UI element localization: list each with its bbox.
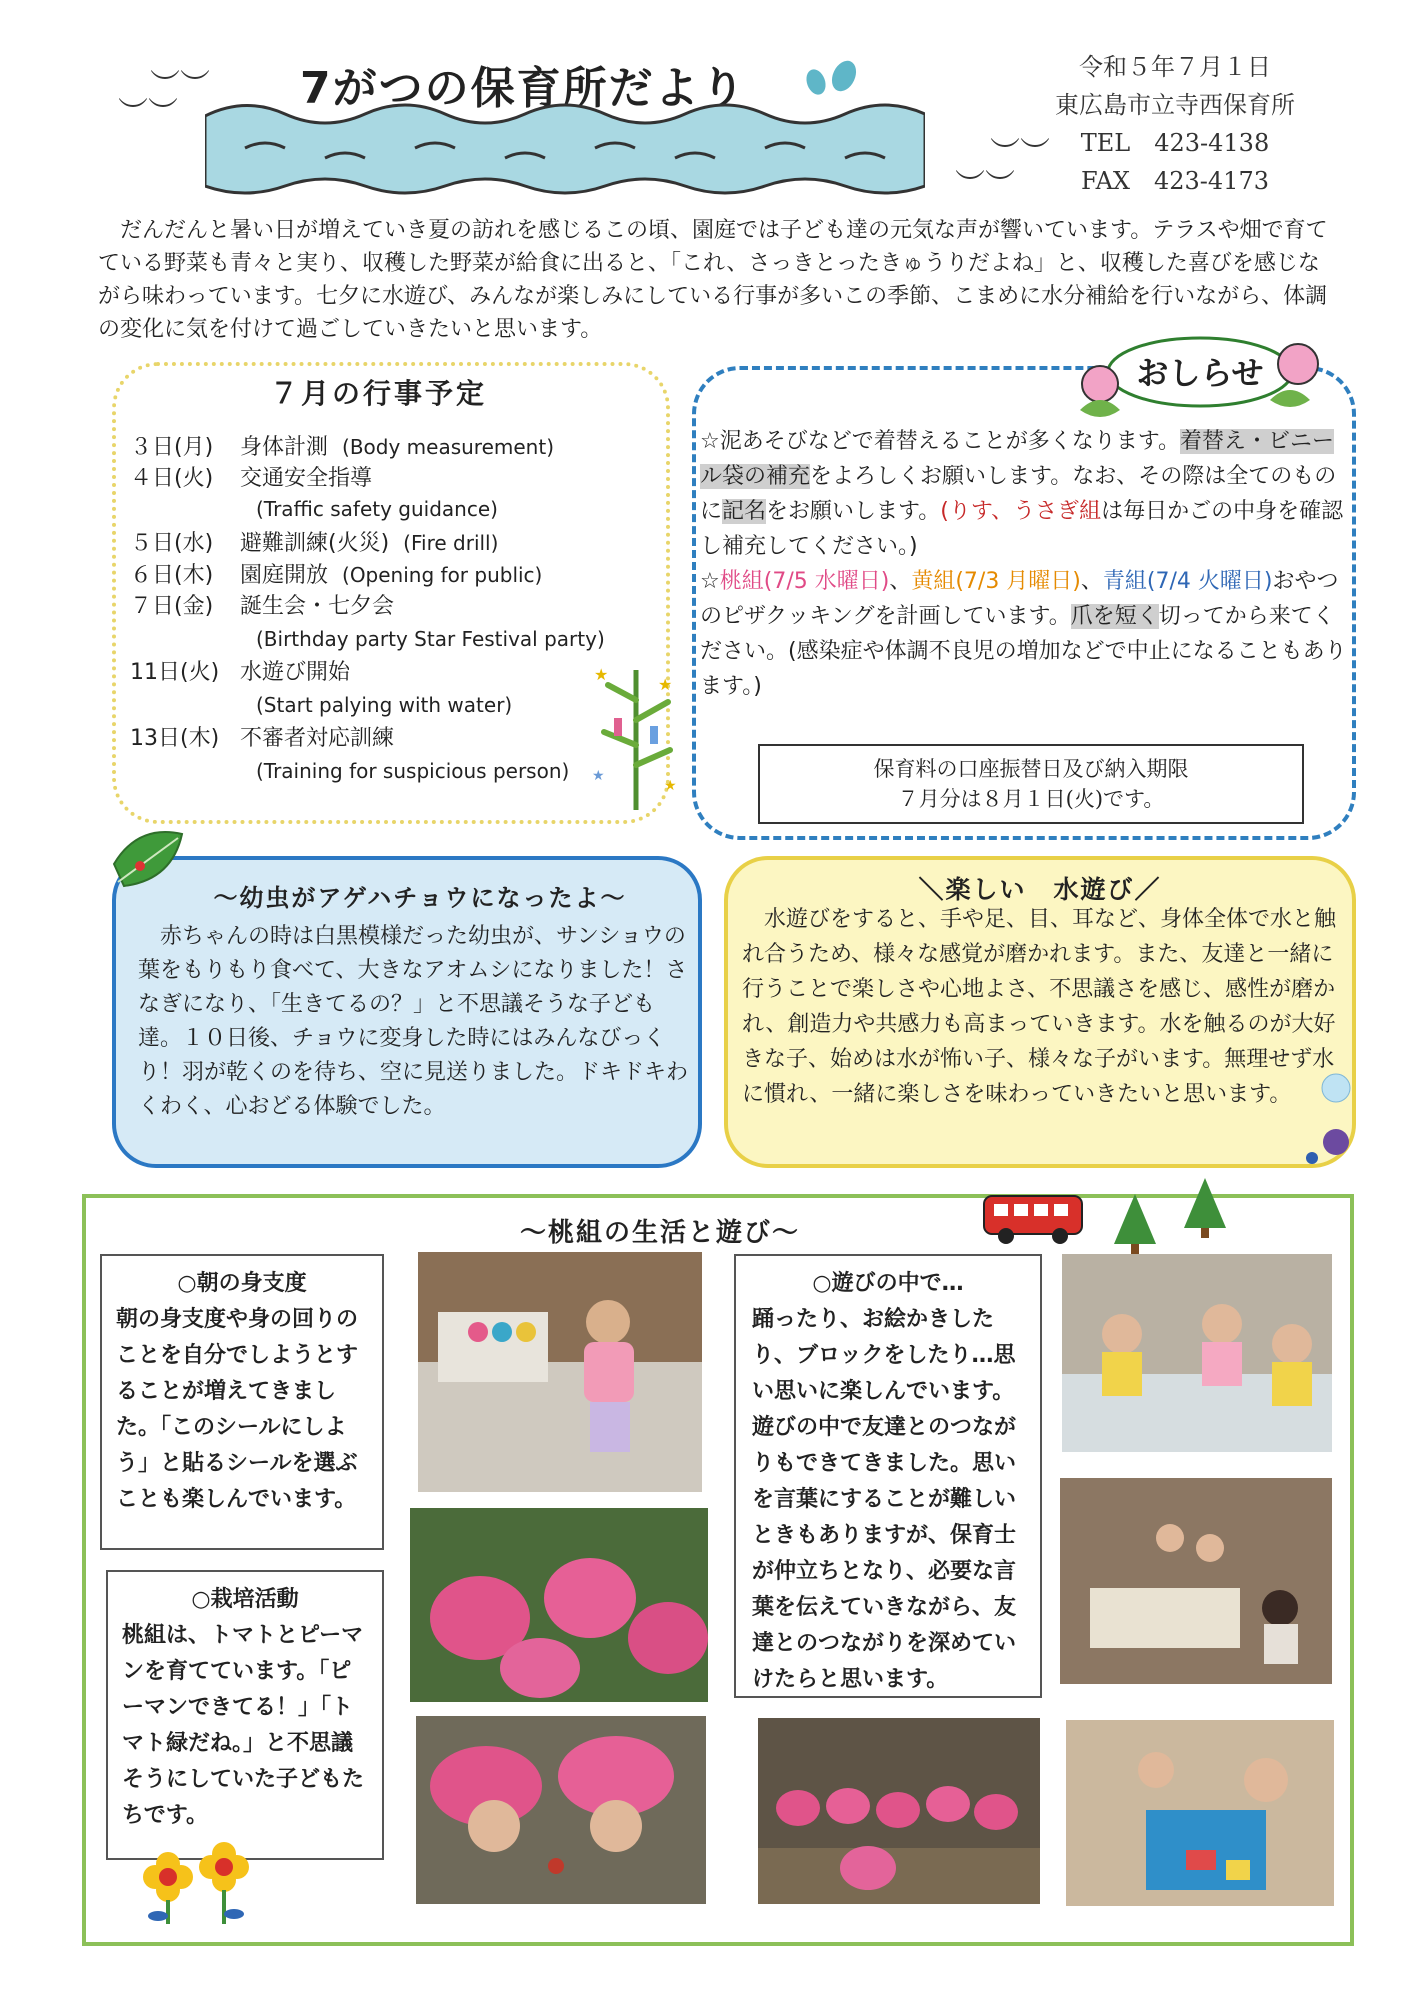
event-row: [130, 432, 554, 463]
photo-cultivation-2: [416, 1716, 706, 1904]
photo-morning-routine: [418, 1252, 702, 1492]
flower-icon: [128, 1834, 258, 1926]
event-row: [130, 592, 394, 622]
cultivation-text: 桃組は、トマトとピーマンを育てています。「ピーマンできてる！」「トマト緑だね。」と不思議そうにしていた子どもたちです。: [122, 1623, 365, 1828]
play-heading: ○遊びの中で…: [812, 1271, 964, 1296]
fee-line-2: ７月分は８月１日(火)です。: [897, 787, 1165, 811]
event-name: 不審者対応訓練: [240, 726, 395, 751]
event-name: 水遊び開始: [240, 660, 351, 685]
event-english: (Birthday party Star Festival party): [256, 627, 605, 651]
notice-text: [700, 424, 1348, 704]
leaf-icon: [108, 824, 188, 894]
event-english: (Training for suspicious person): [256, 759, 570, 783]
photo-cultivation-3: [758, 1718, 1040, 1904]
photo-play-3: [1066, 1720, 1334, 1906]
event-row: [130, 658, 350, 688]
header-info: [1025, 48, 1325, 200]
event-english: (Opening for public): [342, 563, 543, 587]
svg-text:★: ★: [664, 778, 677, 794]
notice-item-2: ☆桃組(7/5 水曜日)、黄組(7/3 月曜日)、青組(7/4 火曜日)おやつのピザクッキングを計画しています。爪を短く切ってから来てください。(感染症や体調不良児の増加などで中止になることもあります。): [700, 569, 1347, 699]
water-drop-icon: [802, 56, 862, 100]
bubbles-icon: [1300, 1072, 1360, 1172]
event-day: ６日(木): [130, 563, 214, 588]
event-english: (Fire drill): [403, 531, 499, 555]
water-play-text: 水遊びをすると、手や足、目、耳など、身体全体で水と触れ合うため、様々な感覚が磨かれます。また、友達と一緒に行うことで楽しさや心地よさ、不思議さを感じ、感性が磨かれ、創造力や共感力も高まっていきます。水を触るのが大好きな子、始めは水が怖い子、様々な子がいます。無理せず水に慣れ、一緒に楽しさを味わっていきたいと思います。: [742, 907, 1337, 1107]
issue-date: 令和５年７月１日: [1079, 53, 1271, 81]
page-title: 7がつの保育所だより: [300, 63, 747, 114]
tel: TEL 423-4138: [1080, 129, 1270, 157]
morning-routine-box: [100, 1254, 384, 1550]
play-text: 踊ったり、お絵かきしたり、ブロックをしたり…思い思いに楽しんでいます。遊びの中で友達とのつながりもできてきました。思いを言葉にすることが難しいときもありますが、保育士が仲立ちとなり、必要な言葉を伝えていきながら、友達とのつながりを深めていけたらと思います。: [752, 1307, 1017, 1692]
cultivation-heading: ○栽培活動: [191, 1587, 299, 1612]
event-english: (Start palying with water): [256, 693, 513, 717]
event-name: 身体計測: [240, 435, 329, 460]
school-name: 東広島市立寺西保育所: [1055, 91, 1295, 119]
events-title: ７月の行事予定: [270, 377, 488, 410]
play-box: [734, 1254, 1042, 1698]
bus-icon: [980, 1190, 1086, 1248]
bamboo-icon: [588, 660, 684, 810]
morning-routine-text: 朝の身支度や身の回りのことを自分でしようとすることが増えてきました。「このシールにしよう」と貼るシールを選ぶことも楽しんでいます。: [116, 1307, 359, 1512]
photo-play-1: [1062, 1254, 1332, 1452]
notice-badge: [1070, 330, 1330, 420]
morning-routine-heading: ○朝の身支度: [177, 1271, 307, 1296]
wave-decoration: [205, 96, 925, 200]
event-name: 誕生会・七夕会: [240, 594, 395, 619]
bird-icon: ︶︶: [990, 136, 1050, 171]
event-day: ４日(火): [130, 466, 214, 491]
event-name: 園庭開放: [240, 563, 329, 588]
event-english: (Body measurement): [342, 435, 554, 459]
event-day: ５日(水): [130, 531, 214, 556]
bird-icon: ︶︶: [118, 96, 178, 131]
event-row: [130, 464, 372, 494]
event-name: 交通安全指導: [240, 466, 373, 491]
event-row: [130, 724, 394, 754]
svg-text:★: ★: [592, 768, 605, 784]
event-day: 13日(木): [130, 726, 220, 751]
event-day: ３日(月): [130, 435, 214, 460]
caterpillar-text: 赤ちゃんの時は白黒模様だった幼虫が、サンショウの葉をもりもり食べて、大きなアオムシになりました！さなぎになり、「生きてるの？」と不思議そうな子ども達。１０日後、チョウに変身した時にはみんなびっくり！羽が乾くのを待ち、空に見送りました。ドキドキわくわく、心おどる体験でした。: [138, 924, 689, 1119]
water-play-title: ＼楽しい 水遊び／: [918, 875, 1162, 904]
class-title: ～桃組の生活と遊び～: [520, 1218, 801, 1248]
fee-line-1: 保育料の口座振替日及び納入期限: [873, 757, 1189, 781]
notice-item-1: ☆泥あそびなどで着替えることが多くなります。着替え・ビニール袋の補充をよろしくお願いします。なお、その際は全てのものに記名をお願いします。(りす、うさぎ組は毎日かごの中身を確認し補充してください。): [700, 429, 1344, 559]
photo-cultivation-1: [410, 1508, 708, 1702]
tree-icon: [1110, 1192, 1160, 1256]
event-day: ７日(金): [130, 594, 214, 619]
svg-text:★: ★: [658, 675, 673, 694]
bird-icon: ︶︶: [955, 168, 1015, 203]
cultivation-box: [106, 1570, 384, 1860]
caterpillar-title: ～幼虫がアゲハチョウになったよ～: [213, 884, 627, 912]
event-day: 11日(火): [130, 660, 220, 685]
fee-notice: [758, 744, 1304, 824]
event-row: [130, 528, 498, 559]
svg-text:★: ★: [594, 665, 609, 684]
notice-badge-text: おしらせ: [1136, 354, 1264, 392]
event-english: (Traffic safety guidance): [256, 497, 498, 521]
fax: FAX 423-4173: [1081, 167, 1269, 195]
event-name: 避難訓練(火災): [240, 531, 390, 556]
intro-paragraph: だんだんと暑い日が増えていき夏の訪れを感じるこの頃、園庭では子ども達の元気な声が響いています。テラスや畑で育てている野菜も青々と実り、収穫した野菜が給食に出ると、「これ、さっきとったきゅうりだよね」と、収穫した喜びを感じながら味わっています。七夕に水遊び、みんなが楽しみにしている行事が多いこの季節、こまめに水分補給を行いながら、体調の変化に気を付けて過ごしていきたいと思います。: [98, 218, 1328, 342]
event-row: [130, 560, 542, 591]
tree-icon: [1180, 1176, 1230, 1240]
bird-icon: ︶︶: [150, 68, 210, 103]
photo-play-2: [1060, 1478, 1332, 1684]
